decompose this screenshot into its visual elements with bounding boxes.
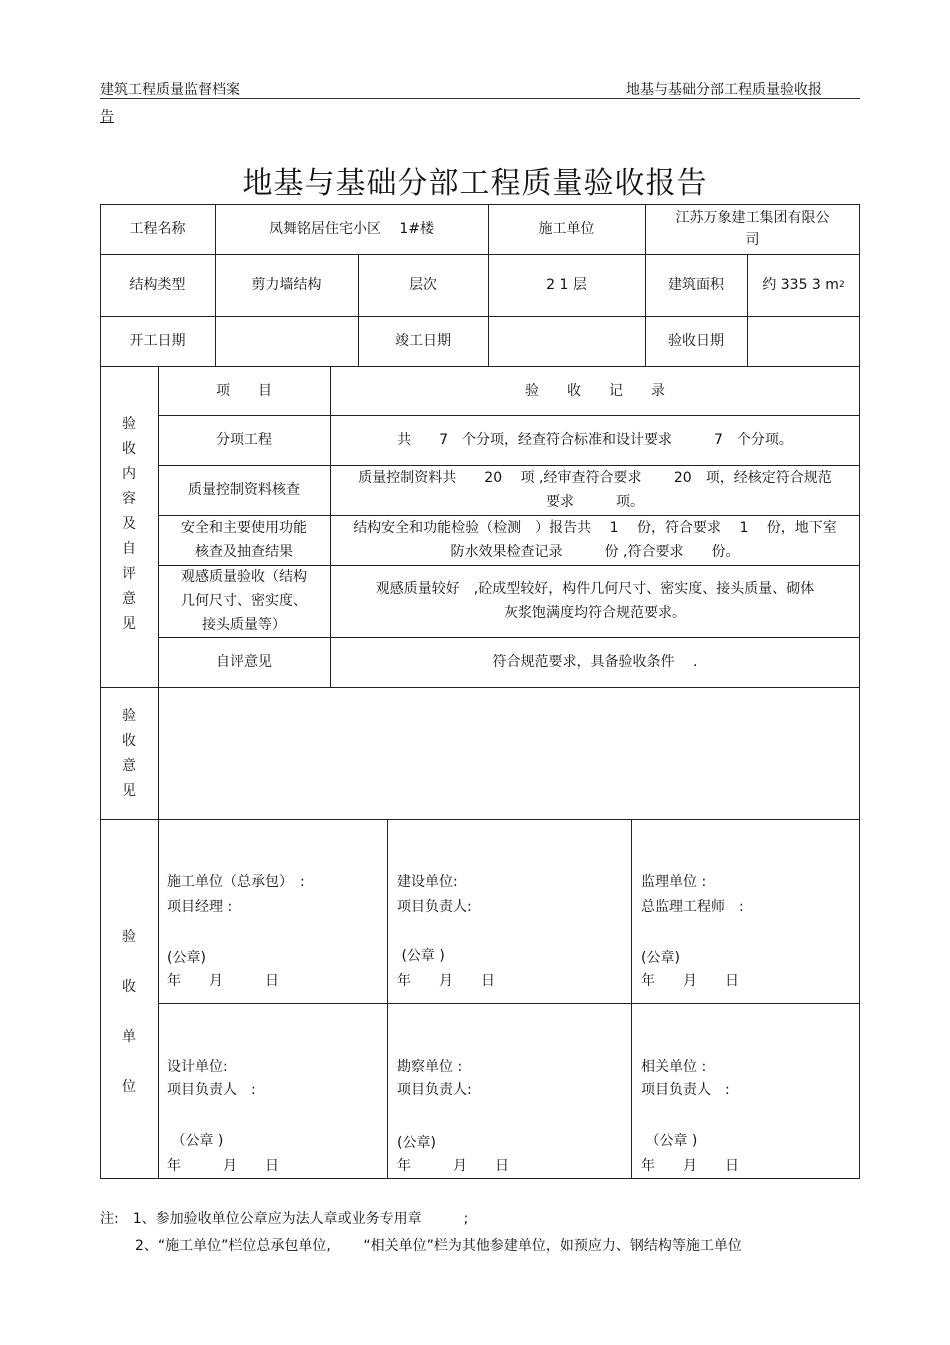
unit-name: 施工单位（总承包） : — [167, 874, 305, 890]
eval-record-line: 要求 项。 — [546, 494, 644, 510]
eval-record — [330, 565, 860, 637]
side-char: 容 — [122, 491, 136, 507]
structure-value: 剪力墙结构 — [251, 277, 322, 293]
eval-item-line: 接头质量等） — [202, 617, 286, 633]
side-char: 验 — [122, 929, 136, 945]
eval-item-line: 安全和主要使用功能 — [181, 520, 307, 536]
unit-name: 监理单位 : — [641, 874, 707, 890]
unit-date: 年 月 日 — [641, 973, 739, 989]
side-char: 自 — [122, 541, 136, 557]
unit-date: 年 月 日 — [641, 1158, 739, 1174]
area-value-text: 约 335 3 m — [762, 277, 839, 293]
eval-record-line: 灰浆饱满度均符合规范要求。 — [504, 605, 686, 621]
note-line-2: 2、“施工单位”栏位总承包单位, “相关单位”栏为其他参建单位，如预应力、钢结构等施工单位 — [135, 1238, 742, 1254]
unit-person: 项目负责人: — [397, 1082, 472, 1098]
unit-seal: （公章 ) — [167, 1133, 224, 1149]
unit-name: 建设单位: — [397, 874, 458, 890]
eval-record: 共 7 个分项，经查符合标准和设计要求 7 个分项。 — [397, 432, 793, 448]
eval-item: 质量控制资料核查 — [188, 482, 300, 498]
rule — [100, 819, 860, 820]
acceptance-opinion-content[interactable] — [158, 687, 860, 819]
floors-label: 层次 — [409, 277, 437, 293]
eval-record-line: 观感质量较好 ,砼成型较好，构件几何尺寸、密实度、接头质量、砌体 — [375, 581, 815, 597]
side-char: 意 — [122, 591, 136, 607]
finish-date-value — [488, 316, 645, 366]
unit-person: 项目负责人 : — [641, 1082, 730, 1098]
structure-label: 结构类型 — [129, 277, 186, 293]
side-char: 及 — [122, 516, 136, 532]
contractor-label: 施工单位 — [538, 221, 595, 237]
note-line-1: 注: 1、参加验收单位公章应为法人章或业务专用章 ; — [100, 1211, 469, 1227]
side-char: 收 — [122, 441, 136, 457]
start-date-label: 开工日期 — [129, 333, 186, 349]
eval-item-line: 核查及抽查结果 — [195, 544, 293, 560]
contractor-value-line1: 江苏万象建工集团有限公 — [675, 210, 830, 226]
unit-person: 总监理工程师 : — [641, 899, 744, 915]
unit-name: 勘察单位 : — [397, 1059, 463, 1075]
side-char: 意 — [122, 758, 136, 774]
side-char: 收 — [122, 733, 136, 749]
unit-name: 相关单位 : — [641, 1059, 707, 1075]
unit-person: 项目负责人 : — [167, 1082, 256, 1098]
side-char: 见 — [122, 616, 136, 632]
eval-item: 分项工程 — [216, 432, 272, 448]
col-record-header: 验 收 记 录 — [525, 382, 665, 399]
area-unit-sup: 2 — [838, 280, 845, 290]
area-value — [747, 254, 860, 316]
unit-seal: （公章 ) — [641, 1133, 698, 1149]
unit-name: 设计单位: — [167, 1059, 228, 1075]
side-char: 内 — [122, 466, 136, 482]
unit-date: 年 月 日 — [167, 1158, 279, 1174]
eval-item: 自评意见 — [216, 654, 272, 670]
contractor-value-line2: 司 — [745, 232, 760, 248]
side-char: 评 — [122, 566, 136, 582]
project-name-value: 凤舞铭居住宅小区 1#楼 — [268, 221, 435, 237]
side-char: 验 — [122, 416, 136, 432]
start-date-value — [215, 316, 358, 366]
finish-date-label: 竣工日期 — [395, 333, 451, 349]
opinion-side-label — [100, 704, 158, 804]
side-char: 单 — [122, 1029, 136, 1045]
unit-date: 年 月 日 — [397, 973, 495, 989]
unit-seal: (公章) — [167, 950, 206, 966]
archive-header-wrap: 告 — [100, 109, 114, 125]
eval-record-line: 防水效果检查记录 份 ,符合要求 份。 — [450, 544, 740, 560]
unit-seal: (公章) — [641, 950, 680, 966]
acceptance-date-value — [747, 316, 860, 366]
eval-item-line: 几何尺寸、密实度、 — [181, 593, 307, 609]
acceptance-date-label: 验收日期 — [668, 333, 724, 349]
header-divider — [100, 98, 860, 99]
project-name-label: 工程名称 — [129, 221, 186, 237]
unit-date: 年 月 日 — [167, 973, 279, 989]
side-char: 位 — [122, 1079, 136, 1095]
archive-header-left: 建筑工程质量监督档案 — [100, 82, 240, 98]
side-char: 验 — [122, 708, 136, 724]
page-title: 地基与基础分部工程质量验收报告 — [242, 166, 708, 201]
eval-item — [158, 515, 330, 565]
unit-person: 项目负责人: — [397, 899, 472, 915]
rule — [387, 819, 388, 1179]
contractor-value — [645, 204, 860, 254]
unit-person: 项目经理 : — [167, 899, 233, 915]
self-eval-side-label — [100, 412, 158, 637]
eval-record — [330, 465, 860, 515]
units-side-label — [100, 912, 158, 1112]
archive-header-right: 地基与基础分部工程质量验收报 — [626, 82, 822, 98]
eval-record — [330, 515, 860, 565]
eval-record-line: 质量控制资料共 20 项 ,经审查符合要求 20 项，经核定符合规范 — [358, 470, 832, 486]
rule — [631, 819, 632, 1179]
col-item-header: 项 目 — [216, 382, 272, 399]
eval-record-line: 结构安全和功能检验（检测 ）报告共 1 份，符合要求 1 份，地下室 — [353, 520, 837, 536]
area-label: 建筑面积 — [668, 277, 724, 293]
eval-item-line: 观感质量验收（结构 — [181, 569, 307, 585]
eval-record: 符合规范要求，具备验收条件 . — [492, 654, 698, 670]
floors-value: 2 1 层 — [546, 277, 587, 293]
unit-seal: (公章) — [397, 1135, 436, 1151]
rule — [158, 1003, 860, 1004]
unit-date: 年 月 日 — [397, 1158, 509, 1174]
side-char: 收 — [122, 979, 136, 995]
side-char: 见 — [122, 783, 136, 799]
unit-seal: (公章 ) — [397, 948, 445, 964]
eval-item — [158, 565, 330, 637]
